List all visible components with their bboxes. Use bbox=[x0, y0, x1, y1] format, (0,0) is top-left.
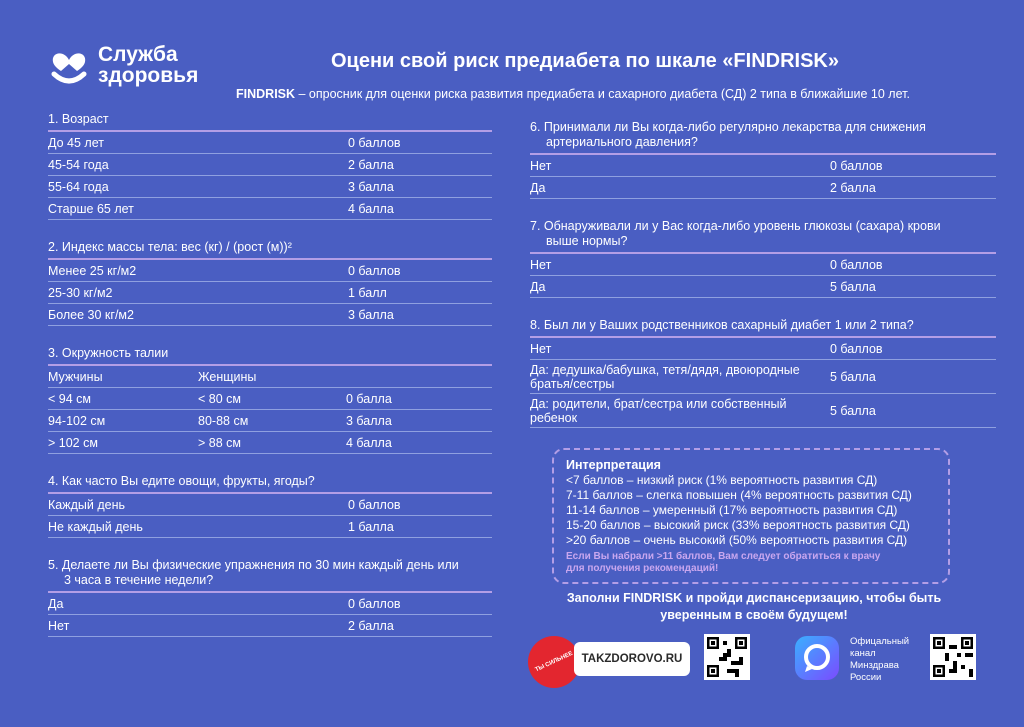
score: 0 баллов bbox=[348, 596, 401, 611]
table-row bbox=[48, 198, 492, 220]
score: 5 балла bbox=[830, 369, 876, 384]
question-title: 1. Возраст bbox=[48, 112, 492, 132]
badge-text: ТЫ СИЛЬНЕЕ bbox=[534, 650, 574, 673]
score: 1 балл bbox=[348, 285, 387, 300]
question-title bbox=[530, 219, 996, 254]
table-row bbox=[48, 304, 492, 326]
answer: Нет bbox=[530, 158, 552, 173]
qr-code-site[interactable] bbox=[704, 634, 750, 680]
answer: Да bbox=[530, 180, 546, 195]
score: 5 балла bbox=[830, 279, 876, 294]
answer: 45-54 года bbox=[48, 157, 109, 172]
table-row bbox=[48, 132, 492, 154]
table-row bbox=[530, 254, 996, 276]
table-row bbox=[530, 394, 996, 428]
interpretation-warning bbox=[566, 551, 936, 575]
question-title bbox=[530, 120, 996, 155]
answer: Нет bbox=[48, 618, 70, 633]
table-row bbox=[48, 388, 492, 410]
interpretation-line: >20 баллов – очень высокий (50% вероятность развития СД) bbox=[566, 533, 908, 547]
warning-line2: для получения рекомендаций! bbox=[566, 563, 719, 574]
qr-code-icon bbox=[707, 637, 747, 677]
score: 1 балла bbox=[348, 519, 394, 534]
table-row bbox=[530, 155, 996, 177]
question-title-line2: 3 часа в течение недели? bbox=[64, 573, 214, 587]
question-relatives bbox=[530, 318, 996, 428]
right-column bbox=[530, 120, 996, 448]
channel-line: Офицальный bbox=[850, 636, 910, 647]
table-row bbox=[48, 432, 492, 454]
answer-men: < 94 см bbox=[48, 391, 91, 406]
answer-women: 80-88 см bbox=[198, 413, 249, 428]
answer: Нет bbox=[530, 341, 552, 356]
table-row bbox=[48, 282, 492, 304]
channel-line: канал bbox=[850, 648, 876, 659]
score: 0 баллов bbox=[830, 257, 883, 272]
answer-women: < 80 см bbox=[198, 391, 241, 406]
answer: Менее 25 кг/м2 bbox=[48, 263, 137, 278]
question-title bbox=[48, 558, 492, 593]
question-title-line1: 5. Делаете ли Вы физические упражнения по 30 мин каждый день или bbox=[48, 558, 459, 572]
question-age bbox=[48, 112, 492, 220]
score: 3 балла bbox=[346, 413, 392, 428]
question-title-line2: выше нормы? bbox=[546, 234, 628, 248]
answer: Не каждый день bbox=[48, 519, 143, 534]
column-header: Мужчины bbox=[48, 369, 103, 384]
answer: Более 30 кг/м2 bbox=[48, 307, 134, 322]
call-to-action bbox=[548, 590, 960, 624]
qr-code-channel[interactable] bbox=[930, 634, 976, 680]
answer: Да: дедушка/бабушка, тетя/дядя, двоюродные братья/сестры bbox=[530, 362, 800, 391]
answer: До 45 лет bbox=[48, 135, 104, 150]
subtitle-text: – опросник для оценки риска развития предиабета и сахарного диабета (СД) 2 типа в ближайшие 10 лет. bbox=[295, 87, 910, 101]
answer: Да bbox=[48, 596, 64, 611]
cta-line1: Заполни FINDRISK и пройди диспансеризацию, чтобы быть bbox=[566, 591, 942, 605]
question-title-line1: 7. Обнаруживали ли у Вас когда-либо уровень глюкозы (сахара) крови bbox=[530, 219, 941, 233]
warning-line1: Если Вы набрали >11 баллов, Вам следует обратиться к врачу bbox=[566, 551, 881, 562]
logo-line2: здоровья bbox=[98, 64, 199, 87]
column-header: Женщины bbox=[198, 369, 257, 384]
table-row bbox=[48, 494, 492, 516]
table-row bbox=[48, 176, 492, 198]
table-row bbox=[530, 338, 996, 360]
table-row bbox=[48, 593, 492, 615]
score: 5 балла bbox=[830, 403, 876, 418]
answer: Да bbox=[530, 279, 546, 294]
left-column bbox=[48, 112, 492, 657]
table-row bbox=[48, 410, 492, 432]
question-bmi bbox=[48, 240, 492, 326]
score: 0 баллов bbox=[348, 135, 401, 150]
answer-women: > 88 см bbox=[198, 435, 241, 450]
question-title: 2. Индекс массы тела: вес (кг) / (рост (м))² bbox=[48, 240, 492, 260]
site-link[interactable]: TAKZDOROVO.RU bbox=[574, 642, 690, 676]
interpretation-box bbox=[552, 448, 950, 584]
cta-line2: уверенным в своём будущем! bbox=[660, 608, 848, 622]
qr-code-icon bbox=[933, 637, 973, 677]
question-vegetables bbox=[48, 474, 492, 538]
channel-line: России bbox=[850, 672, 882, 683]
heart-smile-icon bbox=[48, 44, 90, 86]
table-row bbox=[530, 360, 996, 394]
question-glucose bbox=[530, 219, 996, 298]
page-subtitle bbox=[236, 87, 910, 101]
logo-line1: Служба bbox=[98, 43, 178, 66]
table-header-row bbox=[48, 366, 492, 388]
table-row bbox=[48, 260, 492, 282]
answer: Да: родители, брат/сестра или собственный ребенок bbox=[530, 396, 787, 425]
score: 0 баллов bbox=[348, 263, 401, 278]
answer: 55-64 года bbox=[48, 179, 109, 194]
interpretation-line: 7-11 баллов – слегка повышен (4% вероятность развития СД) bbox=[566, 488, 912, 502]
logo bbox=[48, 44, 198, 86]
score: 0 баллов bbox=[830, 158, 883, 173]
question-title-line2: артериального давления? bbox=[546, 135, 698, 149]
table-row bbox=[530, 276, 996, 298]
table-row bbox=[48, 154, 492, 176]
answer-men: 94-102 см bbox=[48, 413, 106, 428]
interpretation-line: 11-14 баллов – умеренный (17% вероятность развития СД) bbox=[566, 503, 898, 517]
answer-men: > 102 см bbox=[48, 435, 98, 450]
score: 3 балла bbox=[348, 307, 394, 322]
interpretation-line: <7 баллов – низкий риск (1% вероятность развития СД) bbox=[566, 473, 878, 487]
table-row bbox=[48, 615, 492, 637]
score: 4 балла bbox=[346, 435, 392, 450]
score: 0 баллов bbox=[830, 341, 883, 356]
question-waist bbox=[48, 346, 492, 454]
score: 2 балла bbox=[348, 157, 394, 172]
question-title: 3. Окружность талии bbox=[48, 346, 492, 366]
question-title: 8. Был ли у Ваших родственников сахарный диабет 1 или 2 типа? bbox=[530, 318, 996, 338]
question-title: 4. Как часто Вы едите овощи, фрукты, ягоды? bbox=[48, 474, 492, 494]
question-exercise bbox=[48, 558, 492, 637]
score: 3 балла bbox=[348, 179, 394, 194]
interpretation-heading: Интерпретация bbox=[566, 458, 661, 472]
score: 2 балла bbox=[348, 618, 394, 633]
answer: Старше 65 лет bbox=[48, 201, 134, 216]
subtitle-bold: FINDRISK bbox=[236, 87, 296, 101]
score: 4 балла bbox=[348, 201, 394, 216]
answer: Нет bbox=[530, 257, 552, 272]
max-messenger-icon bbox=[795, 636, 839, 680]
ty-silnee-badge bbox=[528, 636, 580, 688]
score: 0 баллов bbox=[348, 497, 401, 512]
table-row bbox=[530, 177, 996, 199]
channel-line: Минздрава bbox=[850, 660, 899, 671]
interpretation-line: 15-20 баллов – высокий риск (33% вероятность развития СД) bbox=[566, 518, 910, 532]
question-title-line1: 6. Принимали ли Вы когда-либо регулярно лекарства для снижения bbox=[530, 120, 926, 134]
question-pressure-meds bbox=[530, 120, 996, 199]
page-title: Оцени свой риск предиабета по шкале «FINDRISK» bbox=[330, 50, 840, 72]
answer: Каждый день bbox=[48, 497, 125, 512]
table-row bbox=[48, 516, 492, 538]
answer: 25-30 кг/м2 bbox=[48, 285, 113, 300]
score: 0 балла bbox=[346, 391, 392, 406]
channel-caption bbox=[850, 636, 909, 684]
score: 2 балла bbox=[830, 180, 876, 195]
